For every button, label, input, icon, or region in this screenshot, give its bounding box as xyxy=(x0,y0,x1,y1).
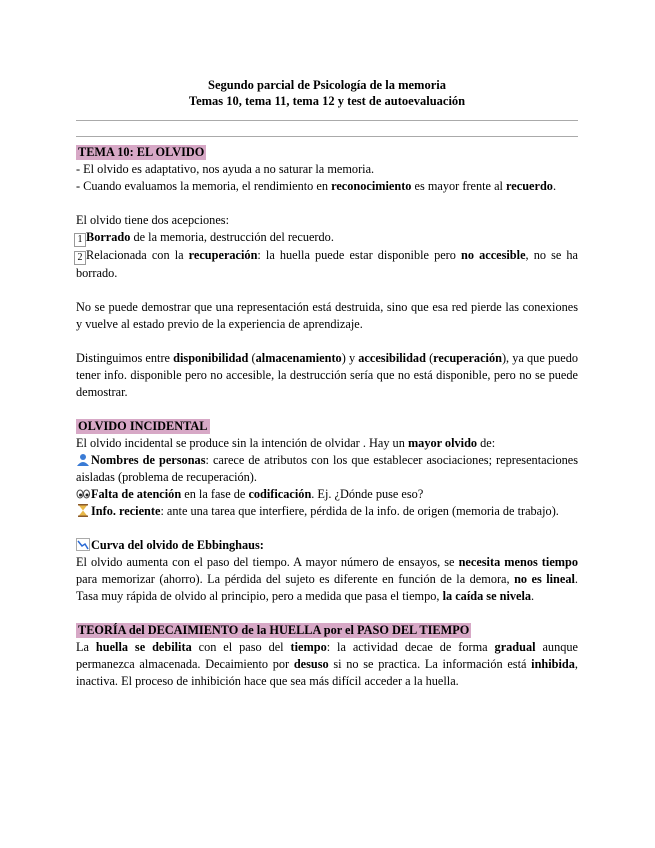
chart-icon xyxy=(76,538,90,551)
list-item: 1 Borrado de la memoria, destrucción del recuerdo. xyxy=(76,229,578,247)
person-icon xyxy=(76,453,90,466)
title-line-2: Temas 10, tema 11, tema 12 y test de autoevaluación xyxy=(188,94,466,108)
divider xyxy=(76,120,578,121)
paragraph: El olvido tiene dos acepciones: xyxy=(76,213,229,227)
list-item: Nombres de personas: carece de atributos con los que establecer asociaciones; representaciones aisladas (problema de recuperación). xyxy=(76,453,578,484)
document-page xyxy=(76,0,578,690)
hourglass-icon xyxy=(76,504,90,517)
paragraph: El olvido aumenta con el paso del tiempo. A mayor número de ensayos, se necesita menos tiempo para memorizar (ahorro). La pérdida del sujeto es diferente en función de la demora, no es lineal. Tasa muy rápida de olvido al principio, pero a medida que pasa el tiempo, la caída se nivela. xyxy=(76,555,579,603)
section-heading-olvido-incidental: OLVIDO INCIDENTAL xyxy=(78,419,208,433)
section-heading-teoria-decaimiento: TEORÍA del DECAIMIENTO de la HUELLA por el PASO DEL TIEMPO xyxy=(78,623,470,637)
title-line-1: Segundo parcial de Psicología de la memoria xyxy=(208,78,446,92)
document-title xyxy=(76,77,578,109)
paragraph: El olvido incidental se produce sin la intención de olvidar . Hay un mayor olvido de: xyxy=(76,436,496,450)
paragraph: Distinguimos entre disponibilidad (almacenamiento) y accesibilidad (recuperación), ya que puedo tener info. disponible pero no accesible, la destrucción sería que no está disponible, pero no se puede demostrar. xyxy=(76,351,578,399)
number-box-2: 2 xyxy=(74,251,86,265)
number-box-1: 1 xyxy=(74,233,86,247)
list-item: Info. reciente: ante una tarea que interfiere, pérdida de la info. de origen (memoria de trabajo). xyxy=(76,503,578,520)
paragraph: No se puede demostrar que una representación está destruida, sino que esa red pierde las conexiones y vuelve al estado previo de la experiencia de aprendizaje. xyxy=(76,300,578,331)
paragraph: La huella se debilita con el paso del tiempo: la actividad decae de forma gradual aunque permanezca almacenada. Decaimiento por desuso si no se practica. La información está inhibida, inactiva. El proceso de inhibición hace que sea más difícil acceder a la huella. xyxy=(76,640,578,688)
list-item: Falta de atención en la fase de codificación. Ej. ¿Dónde puse eso? xyxy=(76,486,578,503)
list-item: 2 Relacionada con la recuperación: la huella puede estar disponible pero no accesible, no se ha borrado. xyxy=(76,248,579,280)
eyes-icon xyxy=(76,487,90,500)
paragraph: - Cuando evaluamos la memoria, el rendimiento en reconocimiento es mayor frente al recuerdo. xyxy=(76,179,557,193)
paragraph: - El olvido es adaptativo, nos ayuda a no saturar la memoria. xyxy=(76,162,375,176)
divider xyxy=(76,136,578,137)
section-heading-tema10: TEMA 10: EL OLVIDO xyxy=(78,145,205,159)
paragraph: Curva del olvido de Ebbinghaus: xyxy=(76,537,578,554)
